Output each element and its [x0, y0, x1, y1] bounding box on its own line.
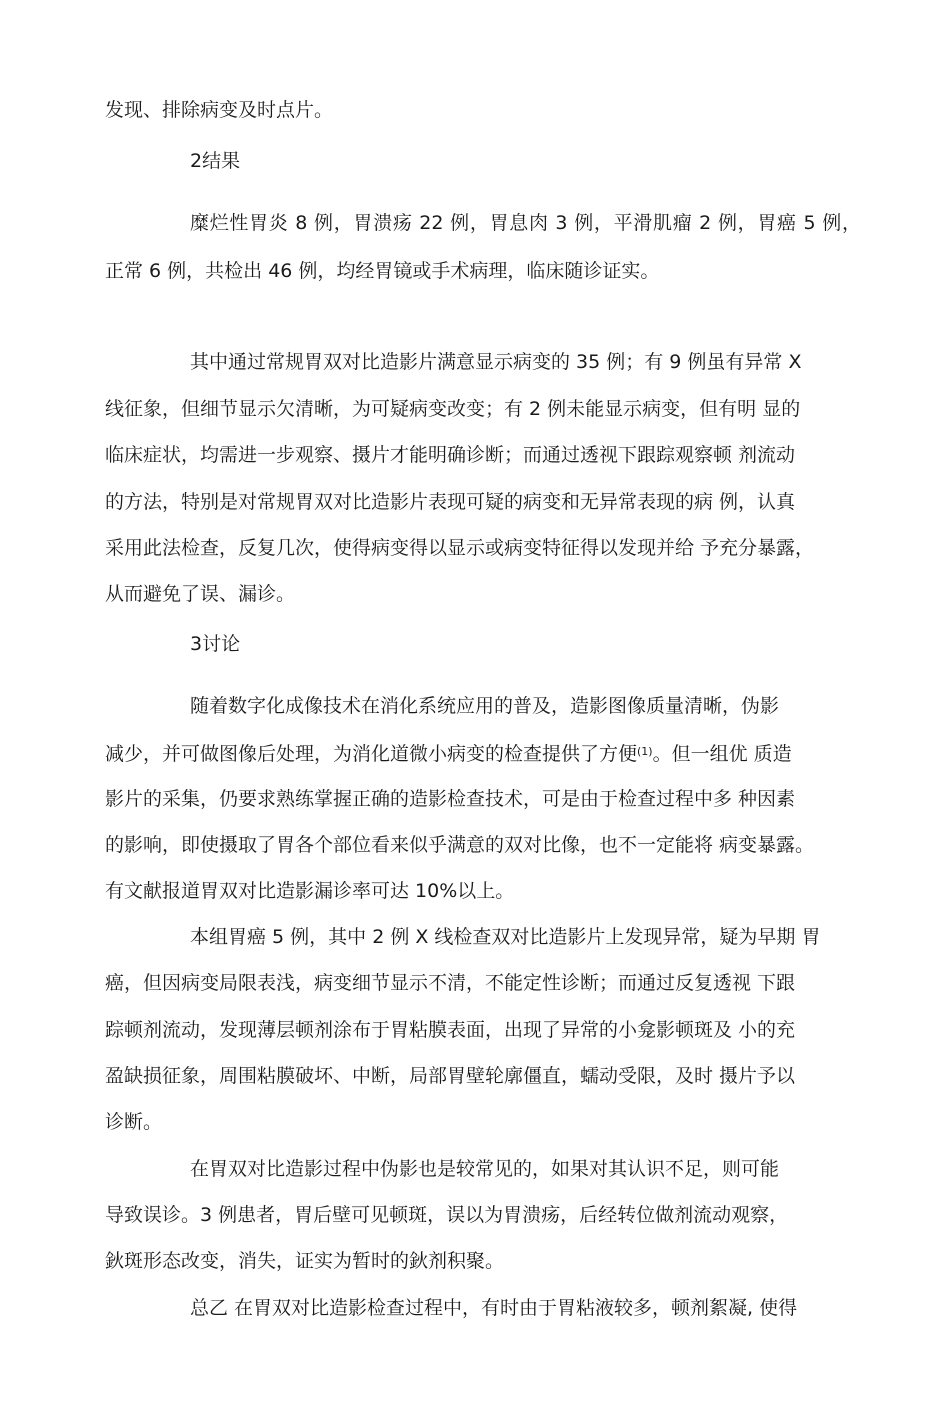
- disc1-line-5: 有文献报道胃双对比造影漏诊率可达 10%以上。: [105, 880, 515, 902]
- disc1-line-2-text-a: 减少，并可做图像后处理，为消化道微小病变的检查提供了方便: [105, 743, 638, 765]
- disc2-line-1: 本组胃癌 5 例，其中 2 例 X 线检查双对比造影片上发现异常，疑为早期 胃: [190, 926, 821, 948]
- intro-line-1: 发现、排除病变及时点片。: [105, 99, 334, 121]
- disc1-line-3: 影片的采集，仍要求熟练掌握正确的造影检查技术，可是由于检查过程中多 种因素: [105, 788, 796, 810]
- disc2-line-3: 踪顿剂流动，发现薄层顿剂涂布于胃粘膜表面，出现了异常的小龛影顿斑及 小的充: [105, 1019, 796, 1041]
- detail-line-2: 线征象，但细节显示欠清晰，为可疑病变改变；有 2 例未能显示病变，但有明 显的: [105, 398, 801, 420]
- citation-ref: (1): [637, 745, 653, 758]
- detail-line-6: 从而避免了误、漏诊。: [105, 583, 296, 605]
- disc1-line-2: [105, 740, 792, 766]
- disc1-line-4: 的影响，即使摄取了胃各个部位看来似乎满意的双对比像，也不一定能将 病变暴露。: [105, 834, 815, 856]
- disc3-line-3: 鈥斑形态改变，消失，证实为暂时的鈥剂积聚。: [105, 1250, 505, 1272]
- results-line-2: 正常 6 例，共检出 46 例，均经胃镜或手术病理，临床随诊证实。: [105, 260, 660, 282]
- detail-line-4: 的方法，特别是对常规胃双对比造影片表现可疑的病变和无异常表现的病 例，认真: [105, 491, 796, 513]
- disc4-line-1: 总乙 在胃双对比造影检查过程中，有时由于胃粘液较多，顿剂絮凝, 使得: [190, 1297, 798, 1319]
- disc2-line-2: 癌，但因病变局限表浅，病变细节显示不清，不能定性诊断；而通过反复透视 下跟: [105, 972, 796, 994]
- detail-line-1: 其中通过常规胃双对比造影片满意显示病变的 35 例；有 9 例虽有异常 X: [190, 351, 802, 373]
- disc1-line-2-text-b: 。但一组优 质造: [652, 743, 792, 765]
- heading-discussion: 3讨论: [190, 633, 241, 655]
- disc2-line-5: 诊断。: [105, 1111, 163, 1133]
- disc3-line-2: 导致误诊。3 例患者，胃后壁可见顿斑，误以为胃溃疡，后经转位做剂流动观察，: [105, 1204, 789, 1226]
- disc2-line-4: 盈缺损征象，周围粘膜破坏、中断，局部胃壁轮廓僵直，蠕动受限，及时 摄片予以: [105, 1065, 796, 1087]
- results-line-1: 糜烂性胃炎 8 例，胃溃疡 22 例，胃息肉 3 例，平滑肌瘤 2 例，胃癌 5 例，: [190, 212, 861, 234]
- disc1-line-1: 随着数字化成像技术在消化系统应用的普及，造影图像质量清晰，伪影: [190, 695, 780, 717]
- heading-results: 2结果: [190, 150, 241, 172]
- detail-line-3: 临床症状，均需进一步观察、摄片才能明确诊断；而通过透视下跟踪观察顿 剂流动: [105, 444, 796, 466]
- disc3-line-1: 在胃双对比造影过程中伪影也是较常见的，如果对其认识不足，则可能: [190, 1158, 780, 1180]
- detail-line-5: 采用此法检查，反复几次，使得病变得以显示或病变特征得以发现并给 予充分暴露，: [105, 537, 815, 559]
